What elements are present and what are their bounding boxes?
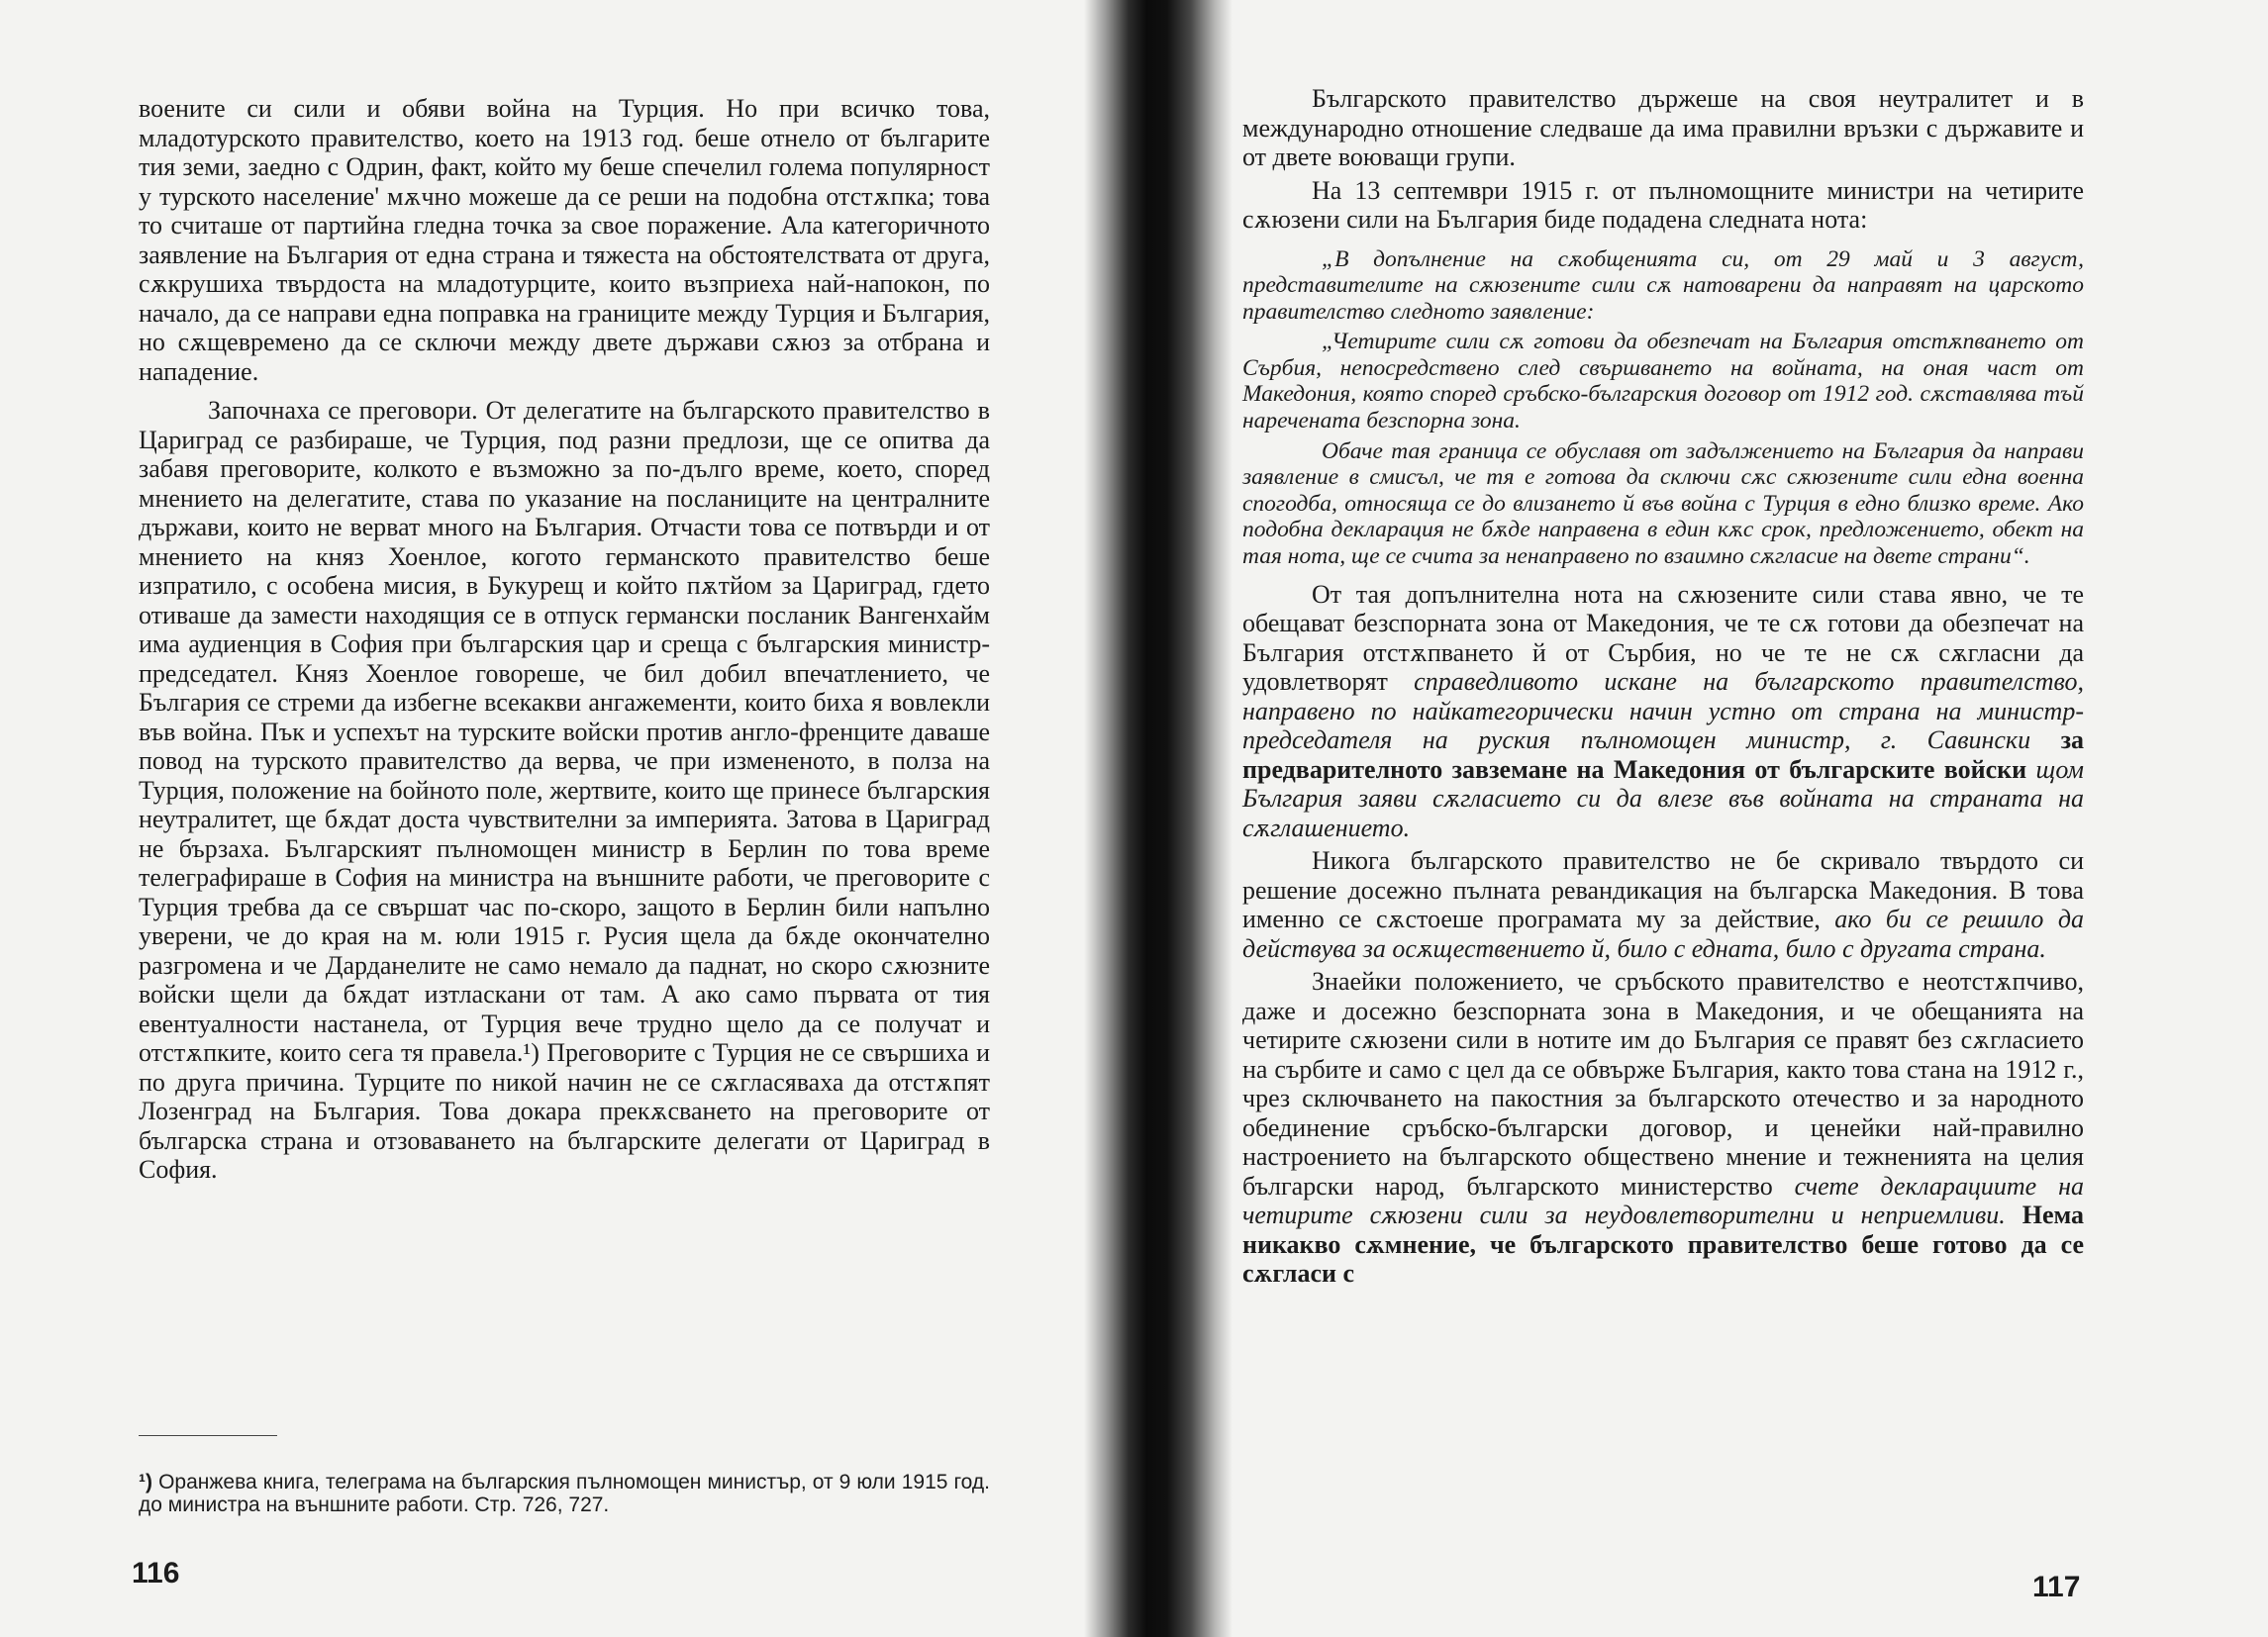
right-paragraph-4-normal: Никога българското правителство не бе скривало твърдото си решение досежно пълната ревандикация на българска Македония. В това именно се сѫстоеше програмата му за действие, bbox=[1242, 846, 2084, 934]
right-page-number: 117 bbox=[2032, 1571, 2081, 1603]
right-paragraph-3-bold: за предварителното завземане на Македония от българските войски bbox=[1242, 725, 2085, 784]
right-paragraph-5-normal: Знаейки положението, че сръбското правителство е неотстѫпчиво, даже и досежно безспорната зона в Македония, и че обещанията на четирите сѫюзени сили в нотите им до България се правят без сѫгласието на сърбите и само с цел да се обвърже България, както това стана на 1912 г., чрез сключването на пакостния за българското отечество и за народното обединение сръбско-български договор, и ценейки най-правилно настроението на българското обществено мнение и тежненията на целия български народ, българското министерство bbox=[1242, 967, 2084, 1201]
footnote bbox=[139, 1471, 990, 1516]
footnote-marker: ¹) bbox=[139, 1471, 152, 1493]
right-paragraph-4 bbox=[1242, 846, 2084, 963]
left-page-body bbox=[139, 94, 990, 1185]
right-paragraph-3 bbox=[1242, 580, 2084, 843]
note-quote-2: „Четирите сили сѫ готови да обезпечат на България отстѫпването от Сърбия, непосредствено след свършването на войната, на оная част от Македония, която според сръбско-българския договор от 1912 год. сѫставлява тъй наречената безспорна зона. bbox=[1242, 329, 2084, 434]
footnote-divider bbox=[139, 1435, 277, 1436]
right-paragraph-3-italic-2: щом България заяви сѫгласието си да влезе във войната на страната на сѫглашението. bbox=[1242, 754, 2084, 842]
left-page-number: 116 bbox=[132, 1557, 180, 1589]
note-quote-3: Обаче тая граница се обуславя от задължението на България да направи заявление в смисъл, че тя е готова да сключи сѫс сѫюзените сили една военна спогодба, относяща се до влизането й във война с Турция в едно близко време. Ако подобна декларация не бѫде направена в един кѫс срок, предложението, обект на тая нота, ще се счита за ненаправено по взаимно сѫгласие на двете страни“. bbox=[1242, 437, 2084, 570]
note-quote-1: „В допълнение на сѫобщенията си, от 29 май и 3 август, представителите на сѫюзените сили сѫ натоварени да направят на царското правителство следното заявление: bbox=[1242, 245, 2084, 325]
left-paragraph-2: Започнаха се преговори. От делегатите на българското правителство в Цариград се разбираше, че Турция, под разни предлози, ще се опитва да забавя преговорите, колкото е възможно за по-дълго време, което, според мнението на делегатите, става по указание на посланиците на централните държави, които не верват много на България. Отчасти това се потвърди и от мнението на княз Хоенлое, когото германското правителство беше изпратило, с особена мисия, в Букурещ и който пѫтйом за Цариград, гдето отиваше да замести находящия се в отпуск германски посланик Вангенхайм има аудиенция в София при българския цар и среща с българския министр-председател. Княз Хоенлое говореше, че бил добил впечатлението, че България се стреми да избегне всекакви ангажементи, които биха я вовлекли във война. Пък и успехът на турските войски против англо-френците даваше повод на турското правителство да верва, че при измененото, в полза на Турция, положение на бойното поле, жертвите, които ще принесе българския неутралитет, ще бѫдат доста чувствителни за империята. Затова в Цариград не бързаха. Българският пълномощен министр в Берлин по това време телеграфираше в София на министра на външните работи, че преговорите с Турция требва да се свършат час по-скоро, защото в Берлин били напълно уверени, че до края на м. юли 1915 г. Русия щела да бѫде окончателно разгромена и че Дарданелите не само немало да паднат, но скоро сѫюзните войски щели да бѫдат изтласкани от там. А ако само първата от тия евентуалности настанела, от Турция вече трудно щело да се получат и отстѫпките, които сега тя правела.¹) Преговорите с Турция не се свършиха и по друга причина. Турците по никой начин не се сѫгласяваха да отстѫпят Лозенград на България. Това докара прекѫсването на преговорите от българска страна и отзоваването на българските делегати от Цариград в София. bbox=[139, 396, 990, 1184]
right-paragraph-3-italic: справедливото искане на българското правителство, направено по найкатегорически начин устно от страна на министр-председателя на руския пълномощен министр, г. Савински bbox=[1242, 667, 2084, 755]
right-paragraph-4-italic: ако би се решило да действува за осѫществението й, било с едната, било с другата страна. bbox=[1242, 905, 2085, 963]
right-paragraph-5 bbox=[1242, 967, 2084, 1289]
right-paragraph-1: Българското правителство държеше на своя неутралитет и в международно отношение следваше да има правилни връзки с държавите и от двете воюващи групи. bbox=[1242, 84, 2084, 171]
right-paragraph-2: На 13 септември 1915 г. от пълномощните министри на четирите сѫюзени сили на България биде подадена следната нота: bbox=[1242, 175, 2084, 234]
right-paragraph-3-normal: От тая допълнителна нота на сѫюзените сили става явно, че те обещават безспорната зона от Македония, че те сѫ готови да обезпечат на България отстѫпването й от Сърбия, но че те не сѫ сѫгласни да удовлетворят bbox=[1242, 579, 2084, 697]
footnote-text: Оранжева книга, телеграма на българския пълномощен министър, от 9 юли 1915 год. до министра на външните работи. Стр. 726, 727. bbox=[139, 1471, 990, 1516]
right-paragraph-5-italic: счете декларациите на четирите сѫюзени сили за неудовлетворителни и неприемливи. bbox=[1242, 1171, 2084, 1230]
right-paragraph-5-bold: Нема никакво сѫмнение, че българското правителство беше готово да се сѫгласи с bbox=[1242, 1201, 2085, 1289]
right-page-body bbox=[1242, 84, 2084, 1289]
left-paragraph-1: военитe си сили и обяви война на Турция. Но при всичко това, младотурското правителство, което на 1913 год. беше отнело от българите тия земи, заедно с Одрин, факт, който му беше спечелил голема популярност у турското население' мѫчно можеше да се реши на подобна отстѫпка; това то считаше от партийна гледна точка за свое поражение. Ала категоричното заявление на България от една страна и тяжеста на обстоятелствата от друга, сѫкрушиха твърдоста на младотурците, които възприеха най-напокон, по начало, да се направи една поправка на границите между Турция и България, но сѫщевремено да се сключи между двете държави сѫюз за отбрана и нападение. bbox=[139, 94, 990, 386]
